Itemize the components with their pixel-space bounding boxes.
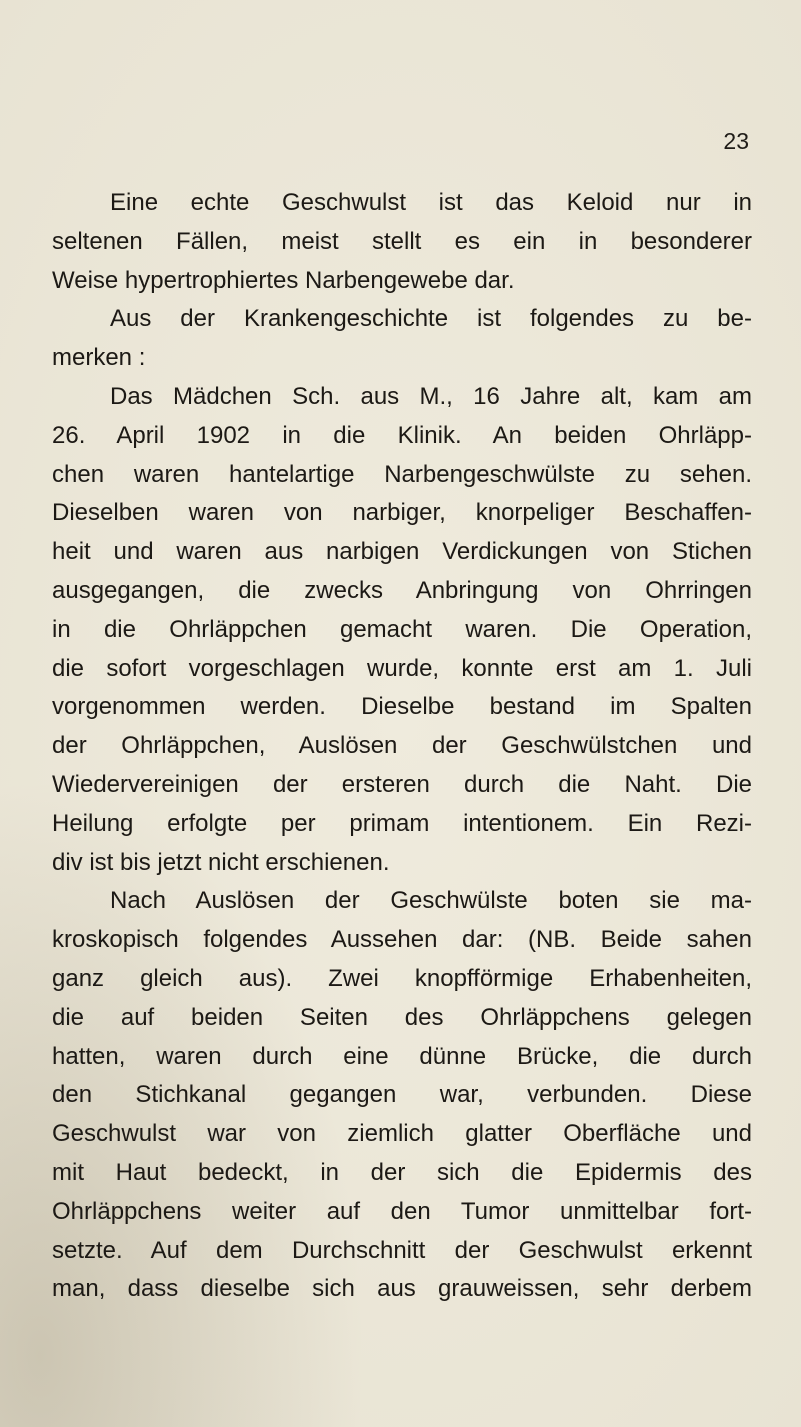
text-line: Nach Auslösen der Geschwülste boten sie ma- bbox=[110, 887, 752, 915]
text-line: heit und waren aus narbigen Verdickungen von Stichen bbox=[52, 538, 752, 566]
text-line: mit Haut bedeckt, in der sich die Epidermis des bbox=[52, 1158, 752, 1186]
text-line: Aus der Krankengeschichte ist folgendes zu be- bbox=[110, 305, 752, 333]
text-line: setzte. Auf dem Durchschnitt der Geschwulst erkennt bbox=[52, 1236, 752, 1264]
text-line: die sofort vorgeschlagen wurde, konnte erst am 1. Juli bbox=[52, 654, 752, 682]
text-line: Das Mädchen Sch. aus M., 16 Jahre alt, kam am bbox=[110, 382, 752, 410]
text-line: div ist bis jetzt nicht erschienen. bbox=[52, 848, 390, 876]
text-line: merken : bbox=[52, 344, 146, 372]
text-line: den Stichkanal gegangen war, verbunden. Diese bbox=[52, 1081, 752, 1109]
text-line: Geschwulst war von ziemlich glatter Oberfläche und bbox=[52, 1120, 752, 1148]
text-line: seltenen Fällen, meist stellt es ein in besonderer bbox=[52, 227, 752, 255]
text-line: ganz gleich aus). Zwei knopfförmige Erhabenheiten, bbox=[52, 964, 752, 992]
text-line: man, dass dieselbe sich aus grauweissen, sehr derbem bbox=[52, 1275, 752, 1303]
text-line: Dieselben waren von narbiger, knorpeliger Beschaffen- bbox=[52, 499, 752, 527]
text-line: ausgegangen, die zwecks Anbringung von Ohrringen bbox=[52, 576, 752, 604]
body-text bbox=[52, 184, 752, 1309]
text-line: der Ohrläppchen, Auslösen der Geschwülstchen und bbox=[52, 732, 752, 760]
text-line: Eine echte Geschwulst ist das Keloid nur in bbox=[110, 189, 752, 216]
text-line: Weise hypertrophiertes Narbengewebe dar. bbox=[52, 266, 515, 294]
text-line: in die Ohrläppchen gemacht waren. Die Operation, bbox=[52, 615, 752, 643]
page-number: 23 bbox=[723, 128, 749, 154]
text-line: 26. April 1902 in die Klinik. An beiden Ohrläpp- bbox=[52, 421, 752, 449]
text-line: Ohrläppchens weiter auf den Tumor unmittelbar fort- bbox=[52, 1197, 752, 1225]
text-line: die auf beiden Seiten des Ohrläppchens gelegen bbox=[52, 1003, 752, 1031]
text-line: kroskopisch folgendes Aussehen dar: (NB. Beide sahen bbox=[52, 926, 752, 954]
text-line: chen waren hantelartige Narbengeschwülste zu sehen. bbox=[52, 460, 752, 488]
text-line: Wiedervereinigen der ersteren durch die Naht. Die bbox=[52, 770, 752, 798]
text-line: Heilung erfolgte per primam intentionem. Ein Rezi- bbox=[52, 809, 752, 837]
text-line: vorgenommen werden. Dieselbe bestand im Spalten bbox=[52, 693, 752, 721]
text-line: hatten, waren durch eine dünne Brücke, die durch bbox=[52, 1042, 752, 1070]
